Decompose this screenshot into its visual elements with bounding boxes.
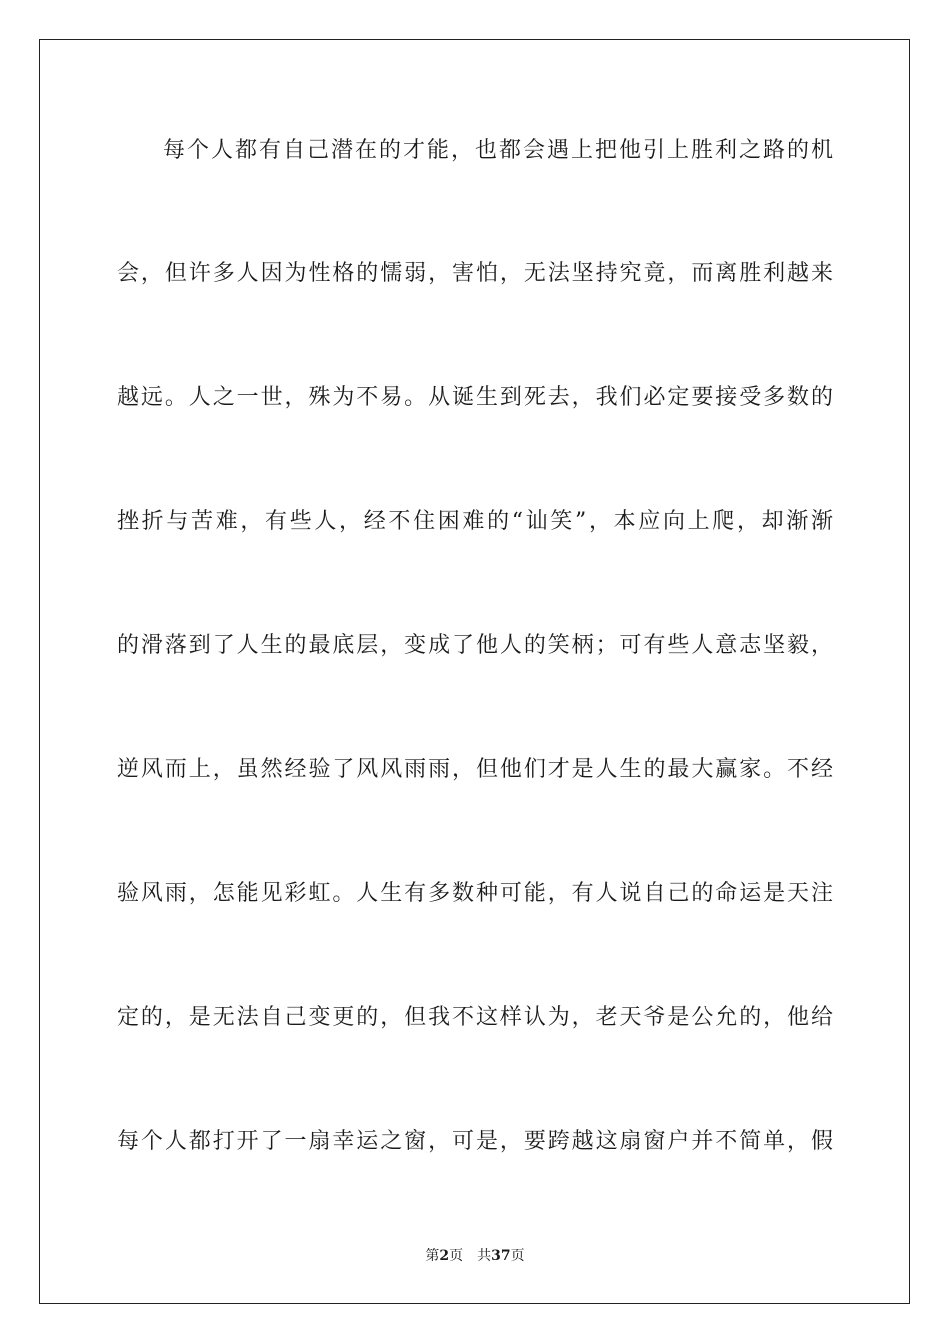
page-label-suffix: 页: [449, 1248, 464, 1264]
page-border: [39, 39, 910, 1304]
paragraph-line-9: 每个人都打开了一扇幸运之窗，可是，要跨越这扇窗户并不简单，假: [117, 1129, 833, 1154]
paragraph-line-7: 验风雨，怎能见彩虹。人生有多数种可能，有人说自己的命运是天注: [117, 881, 833, 906]
total-label-suffix: 页: [510, 1248, 525, 1264]
paragraph-line-5: 的滑落到了人生的最底层，变成了他人的笑柄；可有些人意志坚毅，: [117, 633, 833, 658]
paragraph-line-2: 会，但许多人因为性格的懦弱，害怕，无法坚持究竟，而离胜利越来: [117, 261, 833, 286]
total-pages-number: 37: [491, 1248, 511, 1264]
paragraph-line-4: 挫折与苦难，有些人，经不住困难的“讪笑”，本应向上爬，却渐渐: [117, 509, 833, 534]
paragraph-line-6: 逆风而上，虽然经验了风风雨雨，但他们才是人生的最大赢家。不经: [117, 757, 833, 782]
paragraph-line-1: 每个人都有自己潜在的才能，也都会遇上把他引上胜利之路的机: [163, 138, 833, 163]
paragraph-line-3: 越远。人之一世，殊为不易。从诞生到死去，我们必定要接受多数的: [117, 385, 833, 410]
total-label-prefix: 共: [477, 1248, 492, 1264]
current-page-number: 2: [439, 1248, 450, 1264]
paragraph-line-8: 定的，是无法自己变更的，但我不这样认为，老天爷是公允的，他给: [117, 1005, 833, 1030]
page-footer: [0, 1247, 950, 1265]
page-label-prefix: 第: [425, 1248, 440, 1264]
